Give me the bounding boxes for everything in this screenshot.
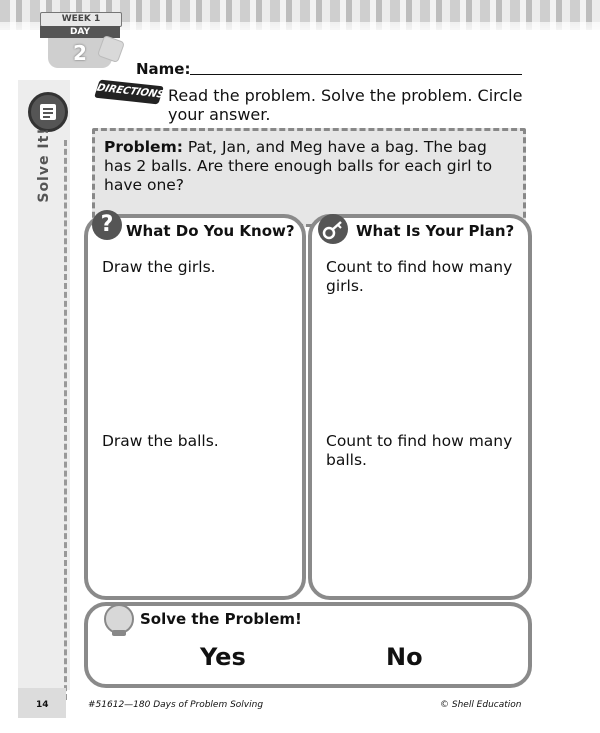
know-item-balls: Draw the balls. — [102, 432, 219, 450]
what-do-you-know-heading: What Do You Know? — [126, 222, 295, 240]
plan-item-count-girls: Count to find how many girls. — [326, 258, 513, 295]
name-label: Name: — [136, 60, 191, 78]
publisher: © Shell Education — [440, 700, 522, 710]
side-label — [18, 100, 70, 230]
page-number: 14 — [36, 700, 49, 710]
day-label: DAY — [40, 26, 120, 38]
what-is-your-plan-heading: What Is Your Plan? — [356, 222, 515, 240]
question-mark-icon: ? — [92, 210, 122, 240]
day-number: 2 — [48, 38, 112, 68]
book-title: #51612—180 Days of Problem Solving — [88, 700, 264, 710]
answer-yes[interactable]: Yes — [200, 643, 246, 671]
key-icon — [318, 214, 348, 244]
plan-item-count-balls: Count to find how many balls. — [326, 432, 513, 469]
solve-the-problem-heading: Solve the Problem! — [140, 610, 302, 628]
side-dashed-line — [64, 140, 67, 700]
lightbulb-base — [112, 630, 126, 636]
problem-label: Problem: — [104, 138, 183, 156]
problem-body: Pat, Jan, and Meg have a bag. The bag has 2 balls. Are there enough balls for each girl to have one? — [104, 138, 493, 194]
know-item-girls: Draw the girls. — [102, 258, 216, 276]
answer-no[interactable]: No — [386, 643, 423, 671]
problem-text — [104, 138, 514, 195]
side-label-text: Solve It! — [36, 127, 52, 203]
week-label: WEEK 1 — [40, 12, 122, 27]
directions-text: Read the problem. Solve the problem. Circle your answer. — [168, 86, 523, 124]
directions-tag: DIRECTIONS: — [94, 80, 164, 105]
name-field[interactable] — [190, 74, 522, 75]
